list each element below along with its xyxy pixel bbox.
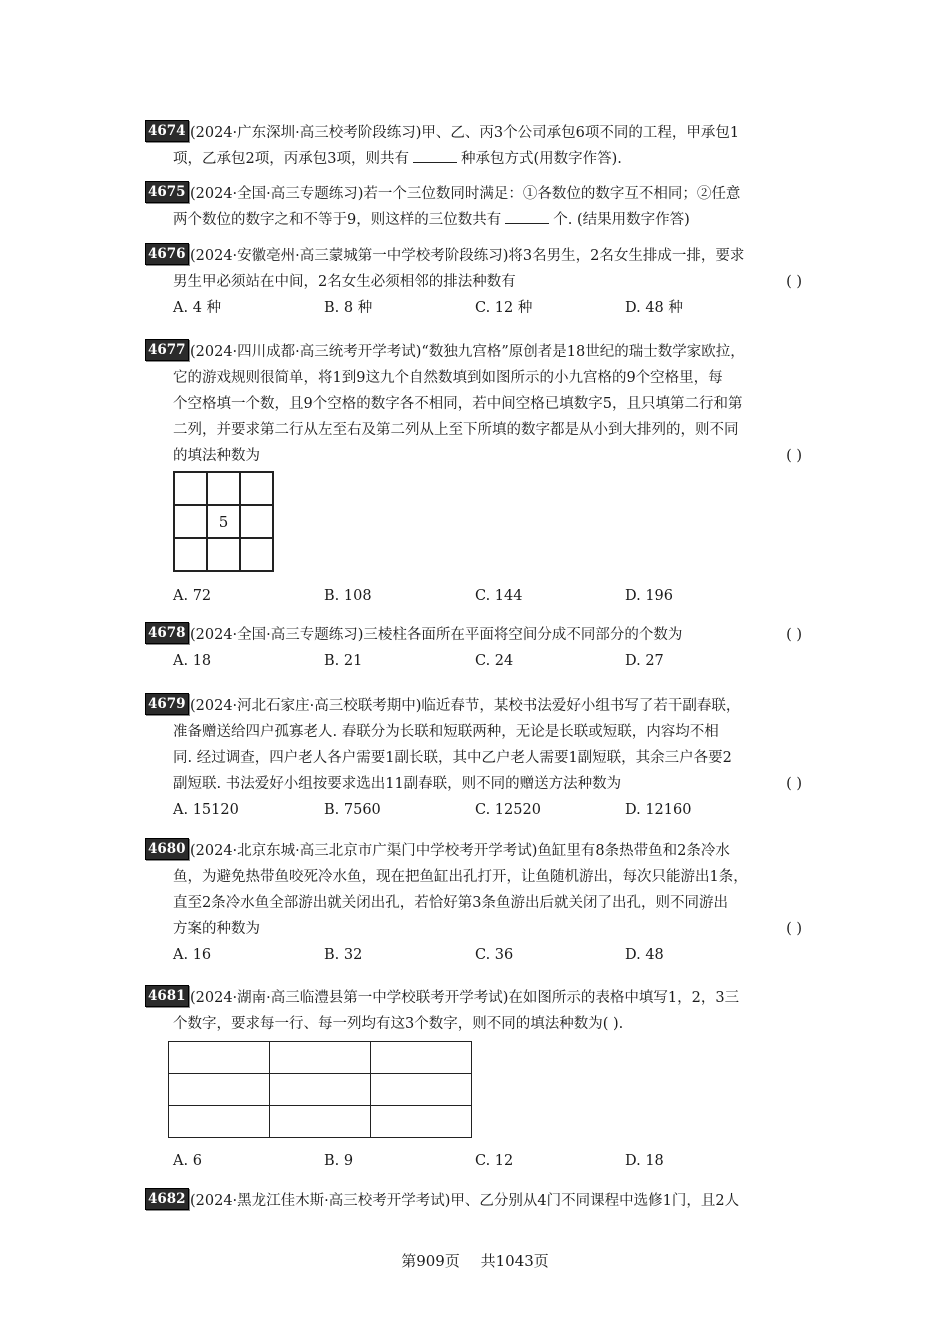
- grid-cell: [174, 472, 207, 505]
- table-cell: [169, 1106, 270, 1138]
- question-number: 4680: [145, 838, 189, 860]
- question-line: (2024·四川成都·高三统考开学考试)“数独九宫格”原创者是18世纪的瑞士数学家欧拉，: [190, 344, 745, 360]
- question-line: (2024·黑龙江佳木斯·高三校考开学考试)甲、乙分别从4门不同课程中选修1门，且2人: [190, 1193, 740, 1209]
- question-4677-options: [145, 583, 810, 609]
- option-b: B. 21: [324, 653, 363, 669]
- table-cell: [371, 1106, 472, 1138]
- option-a: A. 16: [173, 947, 212, 963]
- table-cell: [169, 1074, 270, 1106]
- option-c: C. 12 种: [475, 300, 533, 316]
- table-cell: [371, 1074, 472, 1106]
- option-d: D. 27: [625, 653, 664, 669]
- option-d: D. 12160: [625, 802, 692, 818]
- options: [173, 797, 810, 823]
- grid-cell: [240, 472, 273, 505]
- option-b: B. 7560: [324, 802, 381, 818]
- answer-paren: ( ): [786, 627, 802, 643]
- answer-paren: ( ): [786, 776, 802, 792]
- option-c: C. 144: [475, 588, 523, 604]
- options: [173, 1148, 810, 1174]
- question-4676: [145, 243, 810, 321]
- question-line: 个. (结果用数字作答): [553, 212, 690, 228]
- page-number: 第909页: [401, 1252, 460, 1270]
- options: [173, 942, 810, 968]
- option-d: D. 18: [625, 1153, 664, 1169]
- grid-cell: [240, 505, 273, 538]
- option-a: A. 4 种: [173, 300, 222, 316]
- grid-cell: [174, 538, 207, 571]
- question-number: 4681: [145, 985, 189, 1007]
- question-line: 同. 经过调查，四户老人各户需要1副长联，其中乙户老人需要1副短联，其余三户各要2: [173, 750, 732, 766]
- question-line: 直至2条冷水鱼全部游出就关闭出孔，若恰好第3条鱼游出后就关闭了出孔，则不同游出: [173, 895, 728, 911]
- options: [173, 295, 810, 321]
- answer-blank: [413, 148, 457, 163]
- option-b: B. 8 种: [324, 300, 373, 316]
- answer-paren: ( ): [786, 448, 802, 464]
- option-a: A. 18: [173, 653, 212, 669]
- option-b: B. 32: [324, 947, 363, 963]
- question-line: (2024·全国·高三专题练习)若一个三位数同时满足：①各数位的数字互不相同；②任意: [190, 186, 741, 202]
- question-line: 方案的种数为: [173, 921, 260, 937]
- question-line: (2024·安徽亳州·高三蒙城第一中学校考阶段练习)将3名男生，2名女生排成一排，要求: [190, 248, 745, 264]
- grid-cell: [207, 472, 240, 505]
- question-4679: [145, 693, 810, 823]
- table-cell: [169, 1042, 270, 1074]
- question-4682: [145, 1188, 810, 1214]
- question-line: 男生甲必须站在中间，2名女生必须相邻的排法种数有: [173, 274, 516, 290]
- question-line: (2024·北京东城·高三北京市广渠门中学校考开学考试)鱼缸里有8条热带鱼和2条冷水: [190, 843, 730, 859]
- option-c: C. 12: [475, 1153, 514, 1169]
- question-line: (2024·广东深圳·高三校考阶段练习)甲、乙、丙3个公司承包6项不同的工程，甲承包1: [190, 125, 740, 141]
- answer-paren: ( ): [786, 921, 802, 937]
- question-line: (2024·河北石家庄·高三校联考期中)临近春节，某校书法爱好小组书写了若干副春联，: [190, 698, 741, 714]
- question-number: 4677: [145, 339, 189, 361]
- question-4681: [145, 985, 810, 1037]
- question-number: 4682: [145, 1188, 189, 1210]
- page-footer: [0, 1250, 950, 1271]
- question-line: 个数字，要求每一行、每一列均有这3个数字，则不同的填法种数为( ).: [173, 1016, 624, 1032]
- table-cell: [270, 1106, 371, 1138]
- option-d: D. 48 种: [625, 300, 683, 316]
- question-line: 种承包方式(用数字作答).: [460, 151, 622, 167]
- question-line: 个空格填一个数，且9个空格的数字各不相同，若中间空格已填数字5，且只填第二行和第: [173, 396, 743, 412]
- answer-blank: [505, 209, 549, 224]
- grid-cell-center: 5: [207, 505, 240, 538]
- options: [173, 648, 810, 674]
- option-a: A. 15120: [173, 802, 239, 818]
- question-4677: [145, 339, 810, 469]
- question-line: 二列，并要求第二行从左至右及第二列从上至下所填的数字都是从小到大排列的，则不同: [173, 422, 739, 438]
- option-a: A. 6: [173, 1153, 202, 1169]
- question-line: (2024·湖南·高三临澧县第一中学校联考开学考试)在如图所示的表格中填写1，2，3三: [190, 990, 740, 1006]
- option-b: B. 108: [324, 588, 372, 604]
- question-line: 副短联. 书法爱好小组按要求选出11副春联，则不同的赠送方法种数为: [173, 776, 622, 792]
- table-cell: [270, 1074, 371, 1106]
- fill-table: [168, 1041, 472, 1138]
- question-number: 4675: [145, 181, 189, 203]
- question-4674: [145, 120, 810, 172]
- question-number: 4676: [145, 243, 189, 265]
- question-line: 的填法种数为: [173, 448, 260, 464]
- option-c: C. 12520: [475, 802, 541, 818]
- question-line: 准备赠送给四户孤寡老人. 春联分为长联和短联两种，无论是长联或短联，内容均不相: [173, 724, 719, 740]
- grid-cell: [174, 505, 207, 538]
- question-4681-options: [145, 1148, 810, 1174]
- option-b: B. 9: [324, 1153, 354, 1169]
- option-c: C. 24: [475, 653, 514, 669]
- option-d: D. 196: [625, 588, 674, 604]
- question-number: 4674: [145, 120, 189, 142]
- question-number: 4679: [145, 693, 189, 715]
- question-line: 它的游戏规则很简单，将1到9这九个自然数填到如图所示的小九宫格的9个空格里，每: [173, 370, 723, 386]
- question-4675: [145, 181, 810, 233]
- option-c: C. 36: [475, 947, 514, 963]
- sudoku-grid: [173, 471, 274, 572]
- question-4680: [145, 838, 810, 968]
- grid-cell: [207, 538, 240, 571]
- question-line: 项，乙承包2项，丙承包3项，则共有: [173, 151, 409, 167]
- page-total: 共1043页: [480, 1252, 549, 1270]
- question-line: 两个数位的数字之和不等于9，则这样的三位数共有: [173, 212, 502, 228]
- table-cell: [371, 1042, 472, 1074]
- option-d: D. 48: [625, 947, 664, 963]
- question-line: 鱼，为避免热带鱼咬死冷水鱼，现在把鱼缸出孔打开，让鱼随机游出，每次只能游出1条，: [173, 869, 748, 885]
- grid-cell: [240, 538, 273, 571]
- question-4678: [145, 622, 810, 674]
- question-number: 4678: [145, 622, 189, 644]
- options: [173, 583, 810, 609]
- answer-paren: ( ): [786, 274, 802, 290]
- question-line: (2024·全国·高三专题练习)三棱柱各面所在平面将空间分成不同部分的个数为: [190, 627, 683, 643]
- option-a: A. 72: [173, 588, 212, 604]
- table-cell: [270, 1042, 371, 1074]
